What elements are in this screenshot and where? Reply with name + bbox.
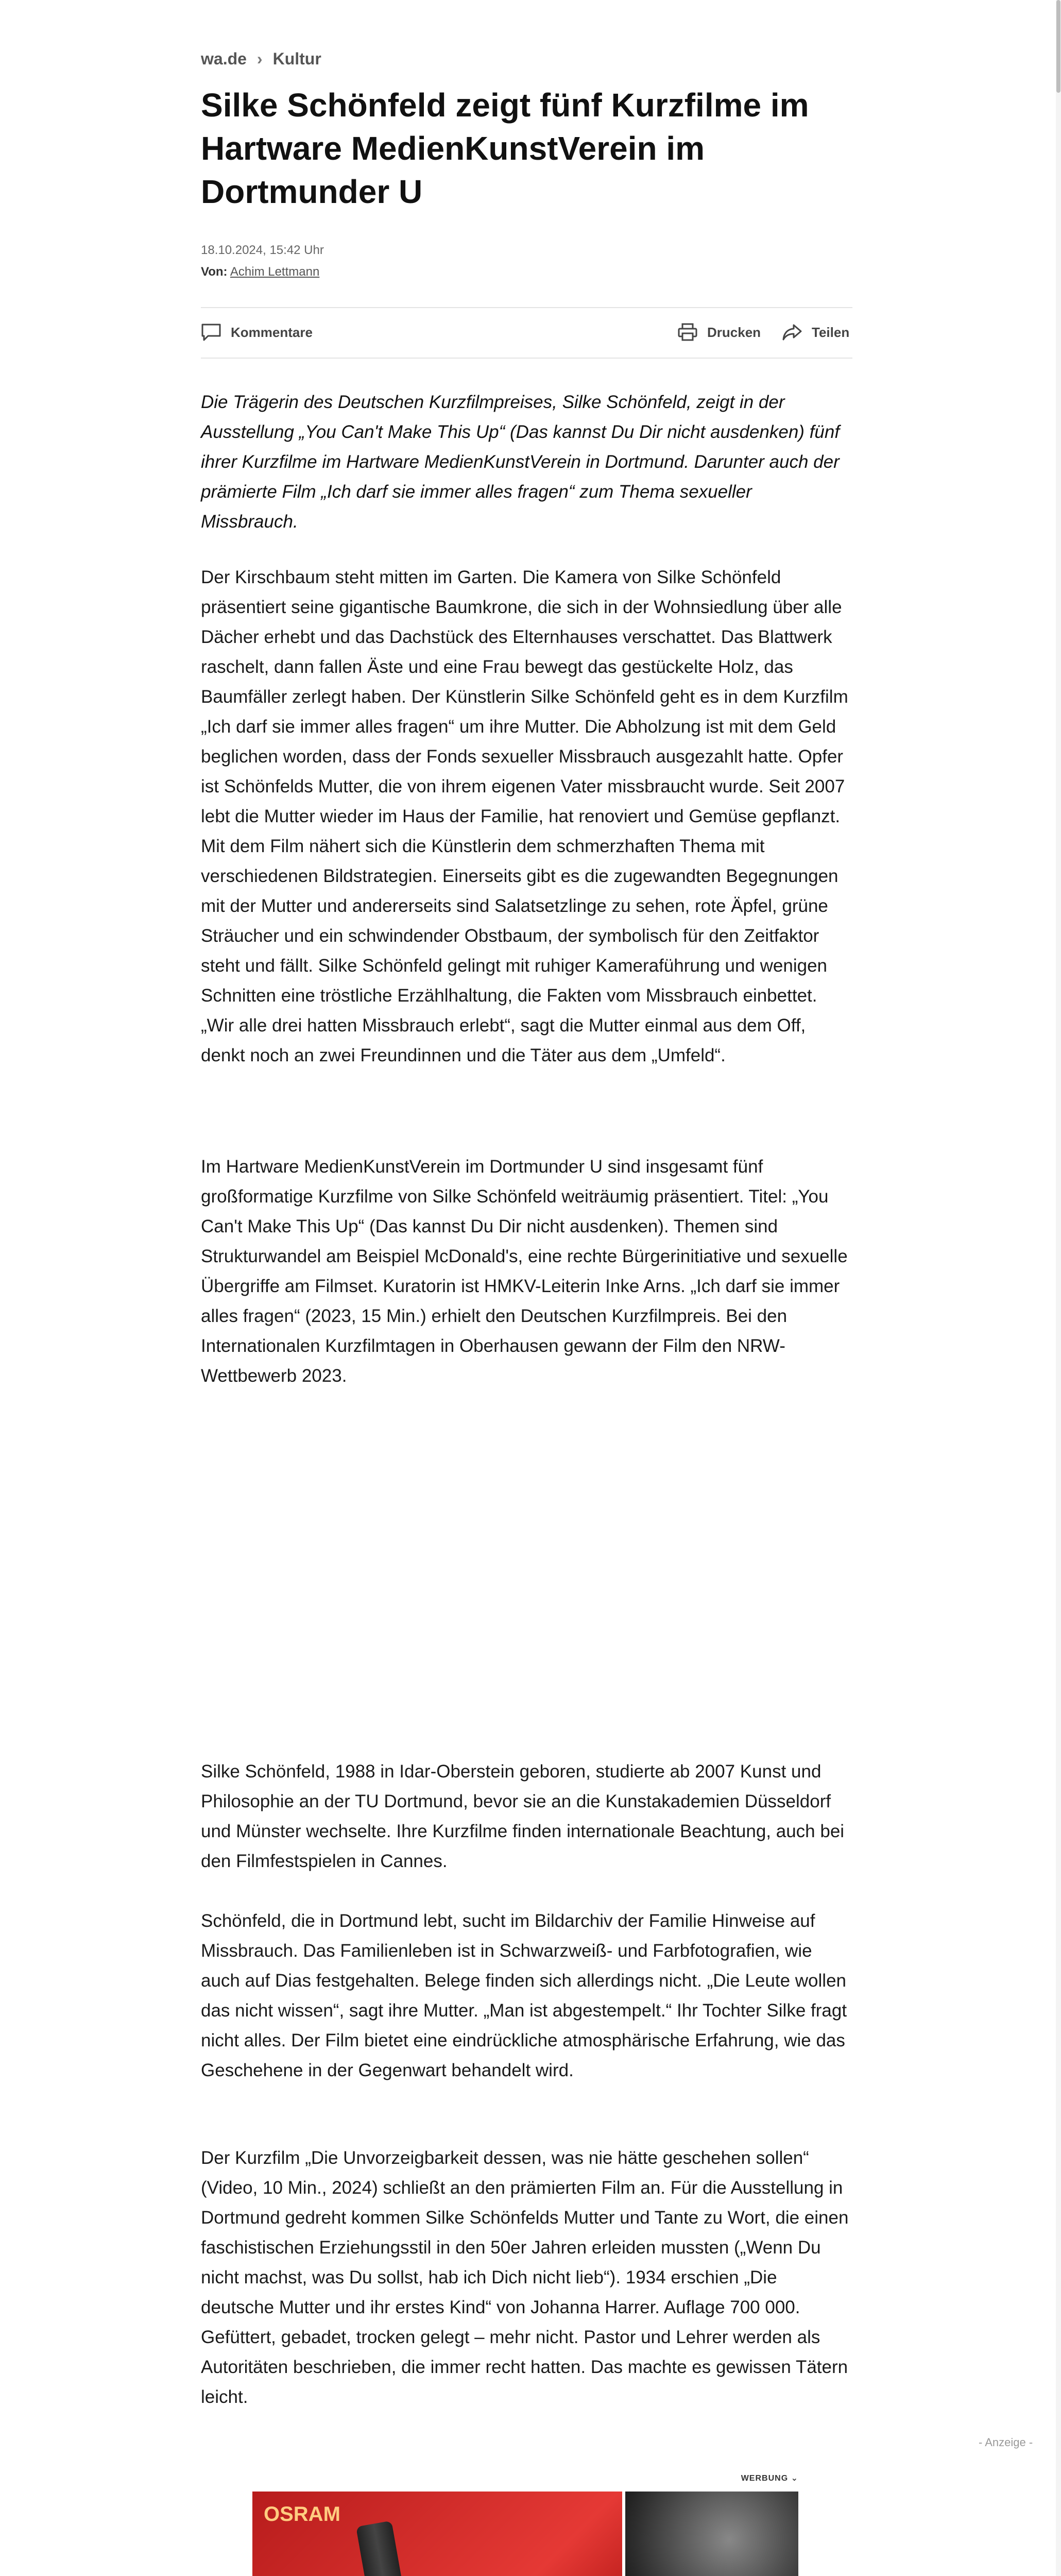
article-paragraph: Silke Schönfeld, 1988 in Idar-Oberstein geboren, studierte ab 2007 Kunst und Philosophie an der TU Dortmund, bevor sie an die Kunstakademien Düsseldorf und Münster wechselte. Ihre Kurzfilme finden internationale Beachtung, auch bei den Filmfestspielen in Cannes. bbox=[201, 1761, 845, 1871]
share-label: Teilen bbox=[812, 324, 850, 340]
print-button[interactable] bbox=[677, 319, 761, 345]
ad-main-image[interactable] bbox=[252, 2492, 622, 2576]
author-label: Von: bbox=[201, 265, 228, 279]
divider bbox=[201, 307, 852, 308]
ad-werbung-label[interactable]: WERBUNG ⌄ bbox=[741, 2474, 798, 2483]
ad-banner[interactable] bbox=[252, 2473, 798, 2576]
share-icon bbox=[782, 323, 802, 342]
chevron-down-icon: ⌄ bbox=[791, 2474, 798, 2483]
breadcrumb-section[interactable]: Kultur bbox=[272, 49, 321, 68]
comments-label: Kommentare bbox=[231, 324, 313, 340]
ad-thumbnail[interactable] bbox=[625, 2492, 798, 2576]
article-lead: Die Trägerin des Deutschen Kurzfilmpreises, Silke Schönfeld, zeigt in der Ausstellung „You Can't Make This Up“ (Das kannst Du Dir nicht ausdenken) fünf ihrer Kurzfilme im Hartware MedienKunstVerein in Dortmund. Darunter auch der prämierte Film „Ich darf sie immer alles fragen“ zum Thema sexueller Missbrauch. bbox=[201, 392, 840, 532]
breadcrumb bbox=[201, 49, 321, 69]
comments-button[interactable] bbox=[201, 319, 313, 345]
page-title: Silke Schönfeld zeigt fünf Kurzfilme im Hartware MedienKunstVerein im Dortmunder U bbox=[201, 87, 809, 210]
breadcrumb-site[interactable]: wa.de bbox=[201, 49, 247, 68]
chevron-right-icon: › bbox=[256, 49, 263, 68]
article-paragraph: Schönfeld, die in Dortmund lebt, sucht im Bildarchiv der Familie Hinweise auf Missbrauch. Das Familienleben ist in Schwarzweiß- und Farbfotografien, wie auch auf Dias festgehalten. Belege finden sich allerdings nicht. „Die Leute wollen das nicht wissen“, sagt ihre Mutter. „Man ist abgestempelt.“ Ihr Tochter Silke fragt nicht alles. Der Film bietet eine eindrückliche atmosphärische Erfahrung, wie das Geschehene in der Gegenwart behandelt wird. bbox=[201, 1911, 847, 2080]
scrollbar-thumb[interactable] bbox=[1056, 0, 1060, 93]
printer-icon bbox=[677, 323, 698, 342]
scrollbar[interactable] bbox=[1056, 0, 1061, 2576]
publish-date: 18.10.2024, 15:42 Uhr bbox=[201, 243, 324, 257]
print-label: Drucken bbox=[707, 324, 761, 340]
article-toolbar bbox=[201, 319, 852, 345]
share-button[interactable] bbox=[782, 319, 849, 345]
author-link[interactable]: Achim Lettmann bbox=[230, 265, 320, 279]
author-line bbox=[201, 265, 319, 279]
article-paragraph: Der Kirschbaum steht mitten im Garten. Die Kamera von Silke Schönfeld präsentiert seine gigantische Baumkrone, die sich in der Wohnsiedlung über alle Dächer erhebt und das Dachstück des Elternhauses verschattet. Das Blattwerk raschelt, dann fallen Äste und eine Frau bewegt das gestückelte Holz, das Baumfäller zerlegt haben. Der Künstlerin Silke Schönfeld geht es in dem Kurzfilm „Ich darf sie immer alles fragen“ um ihre Mutter. Die Abholzung ist mit dem Geld beglichen worden, dass der Fonds sexueller Missbrauch ausgezahlt hatte. Opfer ist Schönfelds Mutter, die von ihrem eigenen Vater missbraucht wurde. Seit 2007 lebt die Mutter wieder im Haus der Familie, hat renoviert und Gemüse gepflanzt. Mit dem Film nähert sich die Künstlerin dem schmerzhaften Thema mit verschiedenen Bildstrategien. Einerseits gibt es die zugewandten Begegnungen mit der Mutter und andererseits sind Salatsetzlinge zu sehen, rote Äpfel, grüne Sträucher und ein schwindender Obstbaum, der symbolisch für den Zeitfaktor steht und fällt. Silke Schönfeld gelingt mit ruhiger Kameraführung und wenigen Schnitten eine tröstliche Erzählhaltung, die Fakten vom Missbrauch einbettet. „Wir alle drei hatten Missbrauch erlebt“, sagt die Mutter einmal aus dem Off, denkt noch an zwei Freundinnen und die Täter aus dem „Umfeld“. bbox=[201, 567, 848, 1065]
article-paragraph: Der Kurzfilm „Die Unvorzeigbarkeit dessen, was nie hätte geschehen sollen“ (Video, 10 Min., 2024) schließt an den prämierten Film an. Für die Ausstellung in Dortmund gedreht kommen Silke Schönfelds Mutter und Tante zu Wort, die einen faschistischen Erziehungsstil in den 50er Jahren erleiden mussten („Wenn Du nicht machst, was Du sollst, hab ich Dich nicht lieb“). 1934 erschien „Die deutsche Mutter und ihr erstes Kind“ von Johanna Harrer. Auflage 700 000. Gefüttert, gebadet, trocken gelegt – mehr nicht. Pastor und Lehrer werden als Autoritäten beschrieben, die immer recht hatten. Das machte es gewissen Tätern leicht. bbox=[201, 2148, 849, 2407]
comment-icon bbox=[201, 323, 221, 342]
divider bbox=[201, 358, 852, 359]
ad-torch-shape bbox=[356, 2521, 422, 2576]
ad-label: - Anzeige - bbox=[979, 2436, 1033, 2449]
ad-brand-logo: OSRAM bbox=[264, 2503, 340, 2526]
article-paragraph: Im Hartware MedienKunstVerein im Dortmunder U sind insgesamt fünf großformatige Kurzfilme von Silke Schönfeld weiträumig präsentiert. Titel: „You Can't Make This Up“ (Das kannst Du Dir nicht ausdenken). Themen sind Strukturwandel am Beispiel McDonald's, eine rechte Bürgerinitiative und sexuelle Übergriffe am Filmset. Kuratorin ist HMKV-Leiterin Inke Arns. „Ich darf sie immer alles fragen“ (2023, 15 Min.) erhielt den Deutschen Kurzfilmpreis. Bei den Internationalen Kurzfilmtagen in Oberhausen gewann der Film den NRW-Wettbewerb 2023. bbox=[201, 1157, 848, 1386]
